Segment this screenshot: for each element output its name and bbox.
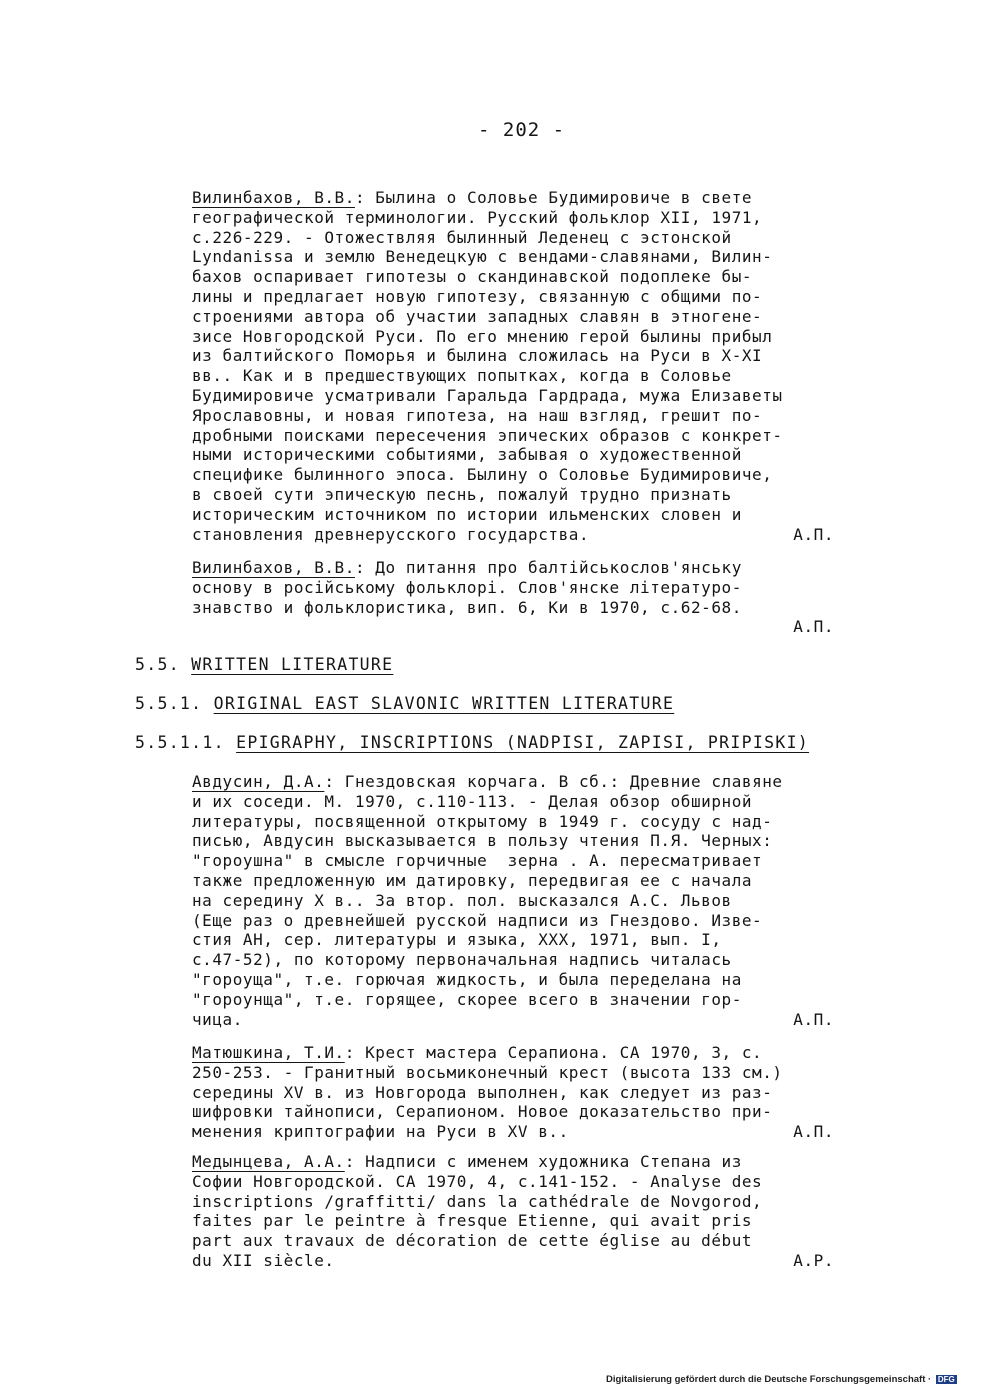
entry-text-line: зисе Новгородской Руси. По его мнению герой былины прибыл	[192, 326, 773, 346]
dfg-logo: DFG	[937, 1374, 955, 1384]
section-heading	[135, 733, 809, 752]
section-title: EPIGRAPHY, INSCRIPTIONS (NADPISI, ZAPISI, PRIPISKI)	[236, 733, 810, 752]
entry-text-line: писью, Авдусин высказывается в пользу чтения П.Я. Черных:	[192, 831, 773, 851]
entry-text-line: с.47-52), по которому первоначальная надпись читалась	[192, 950, 732, 970]
entry-text-line: : Крест мастера Серапиона. СА 1970, 3, с.	[344, 1043, 763, 1062]
entry-text-line: историческим источником по истории ильменских словен и	[192, 504, 742, 524]
entry-text-line: становления древнерусского государства.	[192, 524, 590, 544]
bibliography-entry	[192, 188, 892, 544]
entry-text-line: стия АН, сер. литературы и языка, XXX, 1971, вып. I,	[192, 930, 722, 950]
bibliography-entry	[192, 558, 892, 637]
entry-text-line: основу в російському фольклорі. Слов'янске літературо-	[192, 577, 742, 597]
entry-text-line: : Былина о Соловье Будимировиче в свете	[354, 188, 753, 207]
entry-text-line: "гороунща", т.е. горящее, скорее всего в значении гор-	[192, 989, 742, 1009]
entry-text-line: с.226-229. - Отожествляя былинный Леденец с эстонской	[192, 227, 732, 247]
entry-author: Медынцева, А.А.	[192, 1152, 345, 1171]
entry-text-line: также предложенную им датировку, передвигая ее с начала	[192, 870, 753, 890]
entry-text-line: Будимировиче усматривали Гаральда Гардрада, мужа Елизаветы	[192, 385, 783, 405]
section-heading	[135, 694, 674, 713]
entry-text-line: середины XV в. из Новгорода выполнен, как следует из раз-	[192, 1082, 773, 1102]
entry-author: Вилинбахов, В.В.	[192, 188, 355, 207]
bibliography-entry	[192, 772, 892, 1029]
entry-text-line: бахов оспаривает гипотезы о скандинавской подоплеке бы-	[192, 267, 753, 287]
entry-text-line: 250-253. - Гранитный восьмиконечный крест (высота 133 см.)	[192, 1062, 783, 1082]
footer-text: Digitalisierung gefördert durch die Deutsche Forschungsgemeinschaft	[606, 1374, 926, 1385]
entry-text-line: географической терминологии. Русский фольклор XII, 1971,	[192, 207, 763, 227]
entry-text-line: faites par le peintre à fresque Etienne, qui avait pris	[192, 1211, 753, 1231]
digitization-footer: Digitalisierung gefördert durch die Deutsche Forschungsgemeinschaft · DFG	[606, 1374, 955, 1385]
entry-text-line: "гороуща", т.е. горючая жидкость, и была переделана на	[192, 969, 742, 989]
entry-text-line: : До питання про балтійськослов'янську	[354, 558, 742, 577]
entry-text-line: : Гнездовская корчага. В сб.: Древние славяне	[324, 772, 783, 791]
entry-text-line: из балтийского Поморья и былина сложилась на Руси в X-XI	[192, 346, 763, 366]
entry-author: Матюшкина, Т.И.	[192, 1043, 345, 1062]
entry-text-line: вв.. Как и в предшествующих попытках, когда в Соловье	[192, 366, 732, 386]
entry-text-line: знавство и фольклористика, вип. 6, Ки в 1970, с.62-68.	[192, 597, 742, 617]
section-title: WRITTEN LITERATURE	[191, 655, 394, 674]
bibliography-entry	[192, 1152, 892, 1271]
section-title: ORIGINAL EAST SLAVONIC WRITTEN LITERATURE	[213, 694, 675, 713]
reviewer-signature: А.П.	[793, 524, 834, 544]
entry-text-line: "гороушна" в смысле горчичные зерна . А. пересматривает	[192, 851, 763, 871]
entry-text-line: Ярославовны, и новая гипотеза, на наш взгляд, грешит по-	[192, 405, 763, 425]
page-number: - 202 -	[478, 119, 566, 141]
section-heading	[135, 655, 393, 674]
reviewer-signature: А.П.	[793, 1009, 834, 1029]
reviewer-signature: А.П.	[793, 617, 834, 637]
entry-text-line: и их соседи. М. 1970, с.110-113. - Делая обзор обширной	[192, 791, 753, 811]
entry-text-line: литературы, посвященной открытому в 1949 г. сосуду с над-	[192, 811, 773, 831]
entry-text-line: специфике былинного эпоса. Былину о Соловье Будимировиче,	[192, 465, 773, 485]
entry-author: Авдусин, Д.А.	[192, 772, 325, 791]
bibliography-entry	[192, 1043, 892, 1142]
section-number: 5.5.1.1.	[135, 733, 225, 752]
entry-text-line: лины и предлагает новую гипотезу, связанную с общими по-	[192, 286, 763, 306]
section-number: 5.5.1.	[135, 694, 203, 713]
entry-text-line: на середину X в.. За втор. пол. высказался А.С. Львов	[192, 890, 732, 910]
reviewer-signature: А.П.	[793, 1122, 834, 1142]
entry-text-line: : Надписи с именем художника Степана из	[344, 1152, 742, 1171]
entry-text-line: дробными поисками пересечения эпических образов с конкрет-	[192, 425, 783, 445]
entry-text-line: ными историческими событиями, забывая о художественной	[192, 445, 742, 465]
section-number: 5.5.	[135, 655, 180, 674]
entry-text-line: менения криптографии на Руси в XV в..	[192, 1122, 569, 1142]
entry-text-line: inscriptions /graffitti/ dans la cathédrale de Novgorod,	[192, 1191, 763, 1211]
entry-author: Вилинбахов, В.В.	[192, 558, 355, 577]
reviewer-signature: A.P.	[793, 1250, 834, 1270]
entry-text-line: в своей сути эпическую песнь, пожалуй трудно признать	[192, 484, 732, 504]
entry-text-line: part aux travaux de décoration de cette église au début	[192, 1231, 753, 1251]
entry-text-line: строениями автора об участии западных славян в этногене-	[192, 306, 763, 326]
entry-text-line: шифровки тайнописи, Серапионом. Новое доказательство при-	[192, 1102, 773, 1122]
entry-text-line: Lyndanissa и землю Венедецкую с вендами-славянами, Вилин-	[192, 247, 773, 267]
entry-text-line: Софии Новгородской. СА 1970, 4, с.141-152. - Analyse des	[192, 1171, 763, 1191]
entry-text-line: du XII siècle.	[192, 1250, 335, 1270]
entry-text-line: чица.	[192, 1009, 243, 1029]
entry-text-line: (Еще раз о древнейшей русской надписи из Гнездово. Изве-	[192, 910, 763, 930]
